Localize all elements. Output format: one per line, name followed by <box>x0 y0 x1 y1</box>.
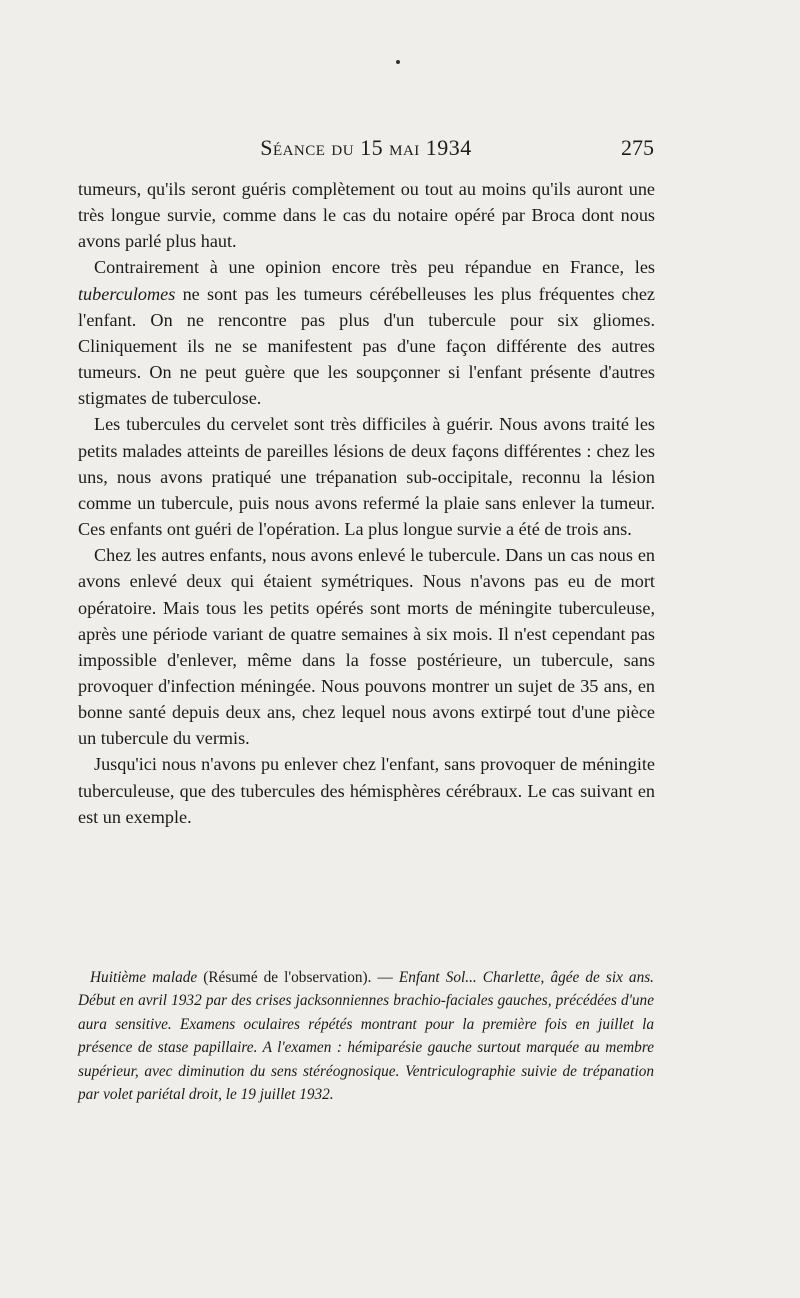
paragraph-4: Chez les autres enfants, nous avons enlevé le tubercule. Dans un cas nous en avons enlevé deux qui étaient symétriques. Nous n'avons pas eu de mort opératoire. Mais tous les petits opérés sont morts de méningite tuberculeuse, après une période variant de quatre semaines à six mois. Il n'est cependant pas impossible d'enlever, même dans la fosse postérieure, un tubercule, sans provoquer d'infection méningée. Nous pouvons montrer un sujet de 35 ans, en bonne santé depuis deux ans, chez lequel nous avons extirpé tout d'une pièce un tubercule du vermis. <box>78 545 655 749</box>
paragraph-2 <box>78 254 655 411</box>
header-title-year: 1934 <box>425 135 472 160</box>
header-title <box>78 135 654 161</box>
observation-paragraph <box>78 966 654 1106</box>
page-number: 275 <box>621 135 654 160</box>
paragraph-2-rest: ne sont pas les tumeurs cérébelleuses les plus fréquentes chez l'enfant. On ne rencontre pas plus d'un tubercule pour six gliomes. Cliniquement ils ne se manifestent pas d'une façon différente des autres tumeurs. On ne peut guère que les soupçonner si l'enfant présente d'autres stigmates de tuberculose. <box>78 283 655 409</box>
paragraph-3: Les tubercules du cervelet sont très difficiles à guérir. Nous avons traité les petits malades atteints de pareilles lésions de deux façons différentes : chez les uns, nous avons pratiqué une trépanation sub-occipitale, reconnu la lésion comme un tubercule, puis nous avons refermé la plaie sans enlever la tumeur. Ces enfants ont guéri de l'opération. La plus longue survie a été de trois ans. <box>78 414 655 540</box>
header-title-day: 15 <box>360 135 384 160</box>
paragraph-1: tumeurs, qu'ils seront guéris complètement ou tout au moins qu'ils auront une très longue survie, comme dans le cas du notaire opéré par Broca dont nous avons parlé plus haut. <box>78 179 655 252</box>
paragraph-2-italic-term: tuberculomes <box>78 283 176 304</box>
observation-lead-roman: (Résumé de l'observation). — <box>197 969 399 986</box>
print-speck <box>396 60 400 64</box>
header-title-month: mai <box>383 135 426 160</box>
observation-body: Enfant Sol... Charlette, âgée de six ans. Début en avril 1932 par des crises jacksonniennes brachio-faciales gauches, précédées d'une aura sensitive. Examens oculaires répétés montrant pour la première fois en juillet la présence de stase papillaire. A l'examen : hémiparésie gauche surtout marquée au membre supérieur, avec diminution du sens stéréognosique. Ventriculographie suivie de trépanation par volet pariétal droit, le 19 juillet 1932. <box>78 969 654 1104</box>
paragraph-5: Jusqu'ici nous n'avons pu enlever chez l'enfant, sans provoquer de méningite tuberculeuse, que des tubercules des hémisphères cérébraux. Le cas suivant en est un exemple. <box>78 754 655 827</box>
observation-summary <box>78 966 654 1106</box>
paragraph-2-start: Contrairement à une opinion encore très peu répandue en France, les <box>94 257 655 278</box>
main-text <box>78 176 655 830</box>
observation-lead: Huitième malade <box>90 969 198 986</box>
header-title-part1: Séance du <box>260 135 361 160</box>
running-header <box>78 135 654 165</box>
